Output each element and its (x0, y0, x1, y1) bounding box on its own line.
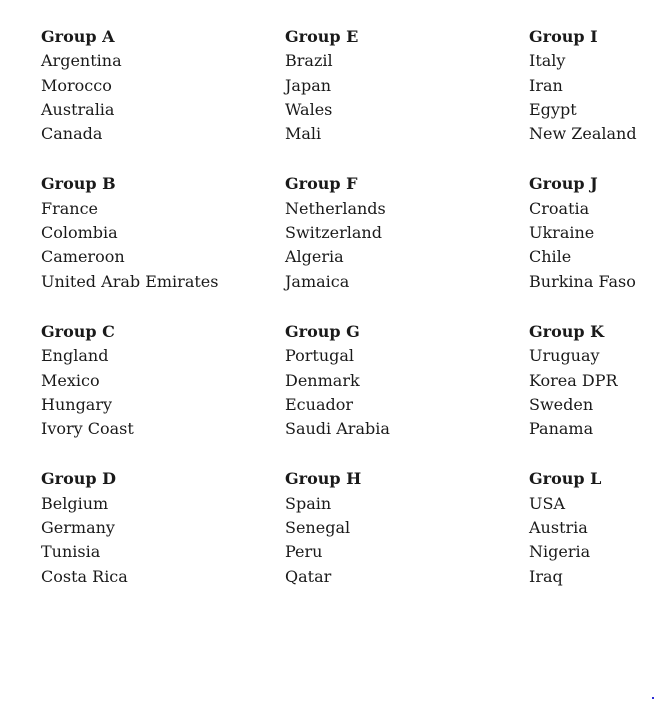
team-name: Germany (41, 518, 115, 538)
team-name: USA (529, 493, 565, 513)
group-b (41, 172, 285, 293)
group-h (285, 467, 529, 588)
team-name: Switzerland (285, 223, 382, 243)
team-name: Senegal (285, 518, 351, 538)
corner-dot (652, 697, 654, 699)
group-title: Group A (41, 27, 115, 46)
team-name: France (41, 198, 99, 218)
group-title: Group D (41, 469, 117, 489)
team-name: Colombia (41, 223, 118, 243)
group-g (285, 320, 529, 441)
team-name: Portugal (285, 346, 355, 366)
group-title: Group E (285, 27, 359, 46)
team-name: Cameroon (41, 247, 125, 267)
group-title: Group F (285, 174, 358, 194)
team-name: Morocco (41, 75, 112, 95)
team-name: Spain (285, 493, 332, 513)
team-name: Japan (285, 75, 332, 95)
group-title: Group K (529, 321, 605, 341)
team-name: Mexico (41, 370, 100, 390)
team-name: Qatar (285, 566, 332, 586)
team-name: Wales (285, 99, 333, 119)
team-name: Tunisia (41, 542, 101, 562)
team-name: Algeria (285, 247, 344, 267)
team-name: New Zealand (529, 124, 637, 144)
team-name: Peru (285, 542, 323, 562)
team-name: Croatia (529, 198, 590, 218)
group-l (529, 467, 656, 588)
team-name: Panama (529, 419, 594, 439)
team-name: Austria (529, 518, 588, 538)
group-j (529, 172, 656, 293)
team-name: England (41, 346, 109, 366)
groups-grid (41, 25, 656, 589)
team-name: Costa Rica (41, 566, 128, 586)
team-name: United Arab Emirates (41, 271, 219, 291)
group-e (285, 25, 529, 146)
team-name: Brazil (285, 51, 333, 71)
group-title: Group G (285, 321, 360, 341)
team-name: Ukraine (529, 223, 595, 243)
team-name: Jamaica (285, 271, 350, 291)
team-name: Netherlands (285, 198, 386, 218)
team-name: Sweden (529, 394, 594, 414)
team-name: Saudi Arabia (285, 419, 390, 439)
team-name: Korea DPR (529, 370, 618, 390)
group-d (41, 467, 285, 588)
group-title: Group C (41, 321, 115, 341)
group-title: Group L (529, 469, 602, 489)
team-name: Burkina Faso (529, 271, 636, 291)
group-title: Group J (529, 174, 598, 194)
team-name: Nigeria (529, 542, 591, 562)
team-name: Chile (529, 247, 572, 267)
group-i (529, 25, 656, 146)
team-name: Australia (41, 99, 115, 119)
team-name: Belgium (41, 493, 109, 513)
group-c (41, 320, 285, 441)
team-name: Canada (41, 124, 103, 144)
group-k (529, 320, 656, 441)
team-name: Iran (529, 75, 563, 95)
group-a (41, 25, 285, 146)
group-f (285, 172, 529, 293)
team-name: Iraq (529, 566, 563, 586)
team-name: Italy (529, 51, 566, 71)
group-title: Group H (285, 469, 362, 489)
team-name: Denmark (285, 370, 360, 390)
group-title: Group I (529, 27, 598, 46)
team-name: Ecuador (285, 394, 354, 414)
team-name: Ivory Coast (41, 419, 134, 439)
team-name: Uruguay (529, 346, 600, 366)
team-name: Mali (285, 124, 322, 144)
team-name: Argentina (41, 51, 122, 71)
group-title: Group B (41, 174, 116, 194)
team-name: Hungary (41, 394, 113, 414)
team-name: Egypt (529, 99, 577, 119)
